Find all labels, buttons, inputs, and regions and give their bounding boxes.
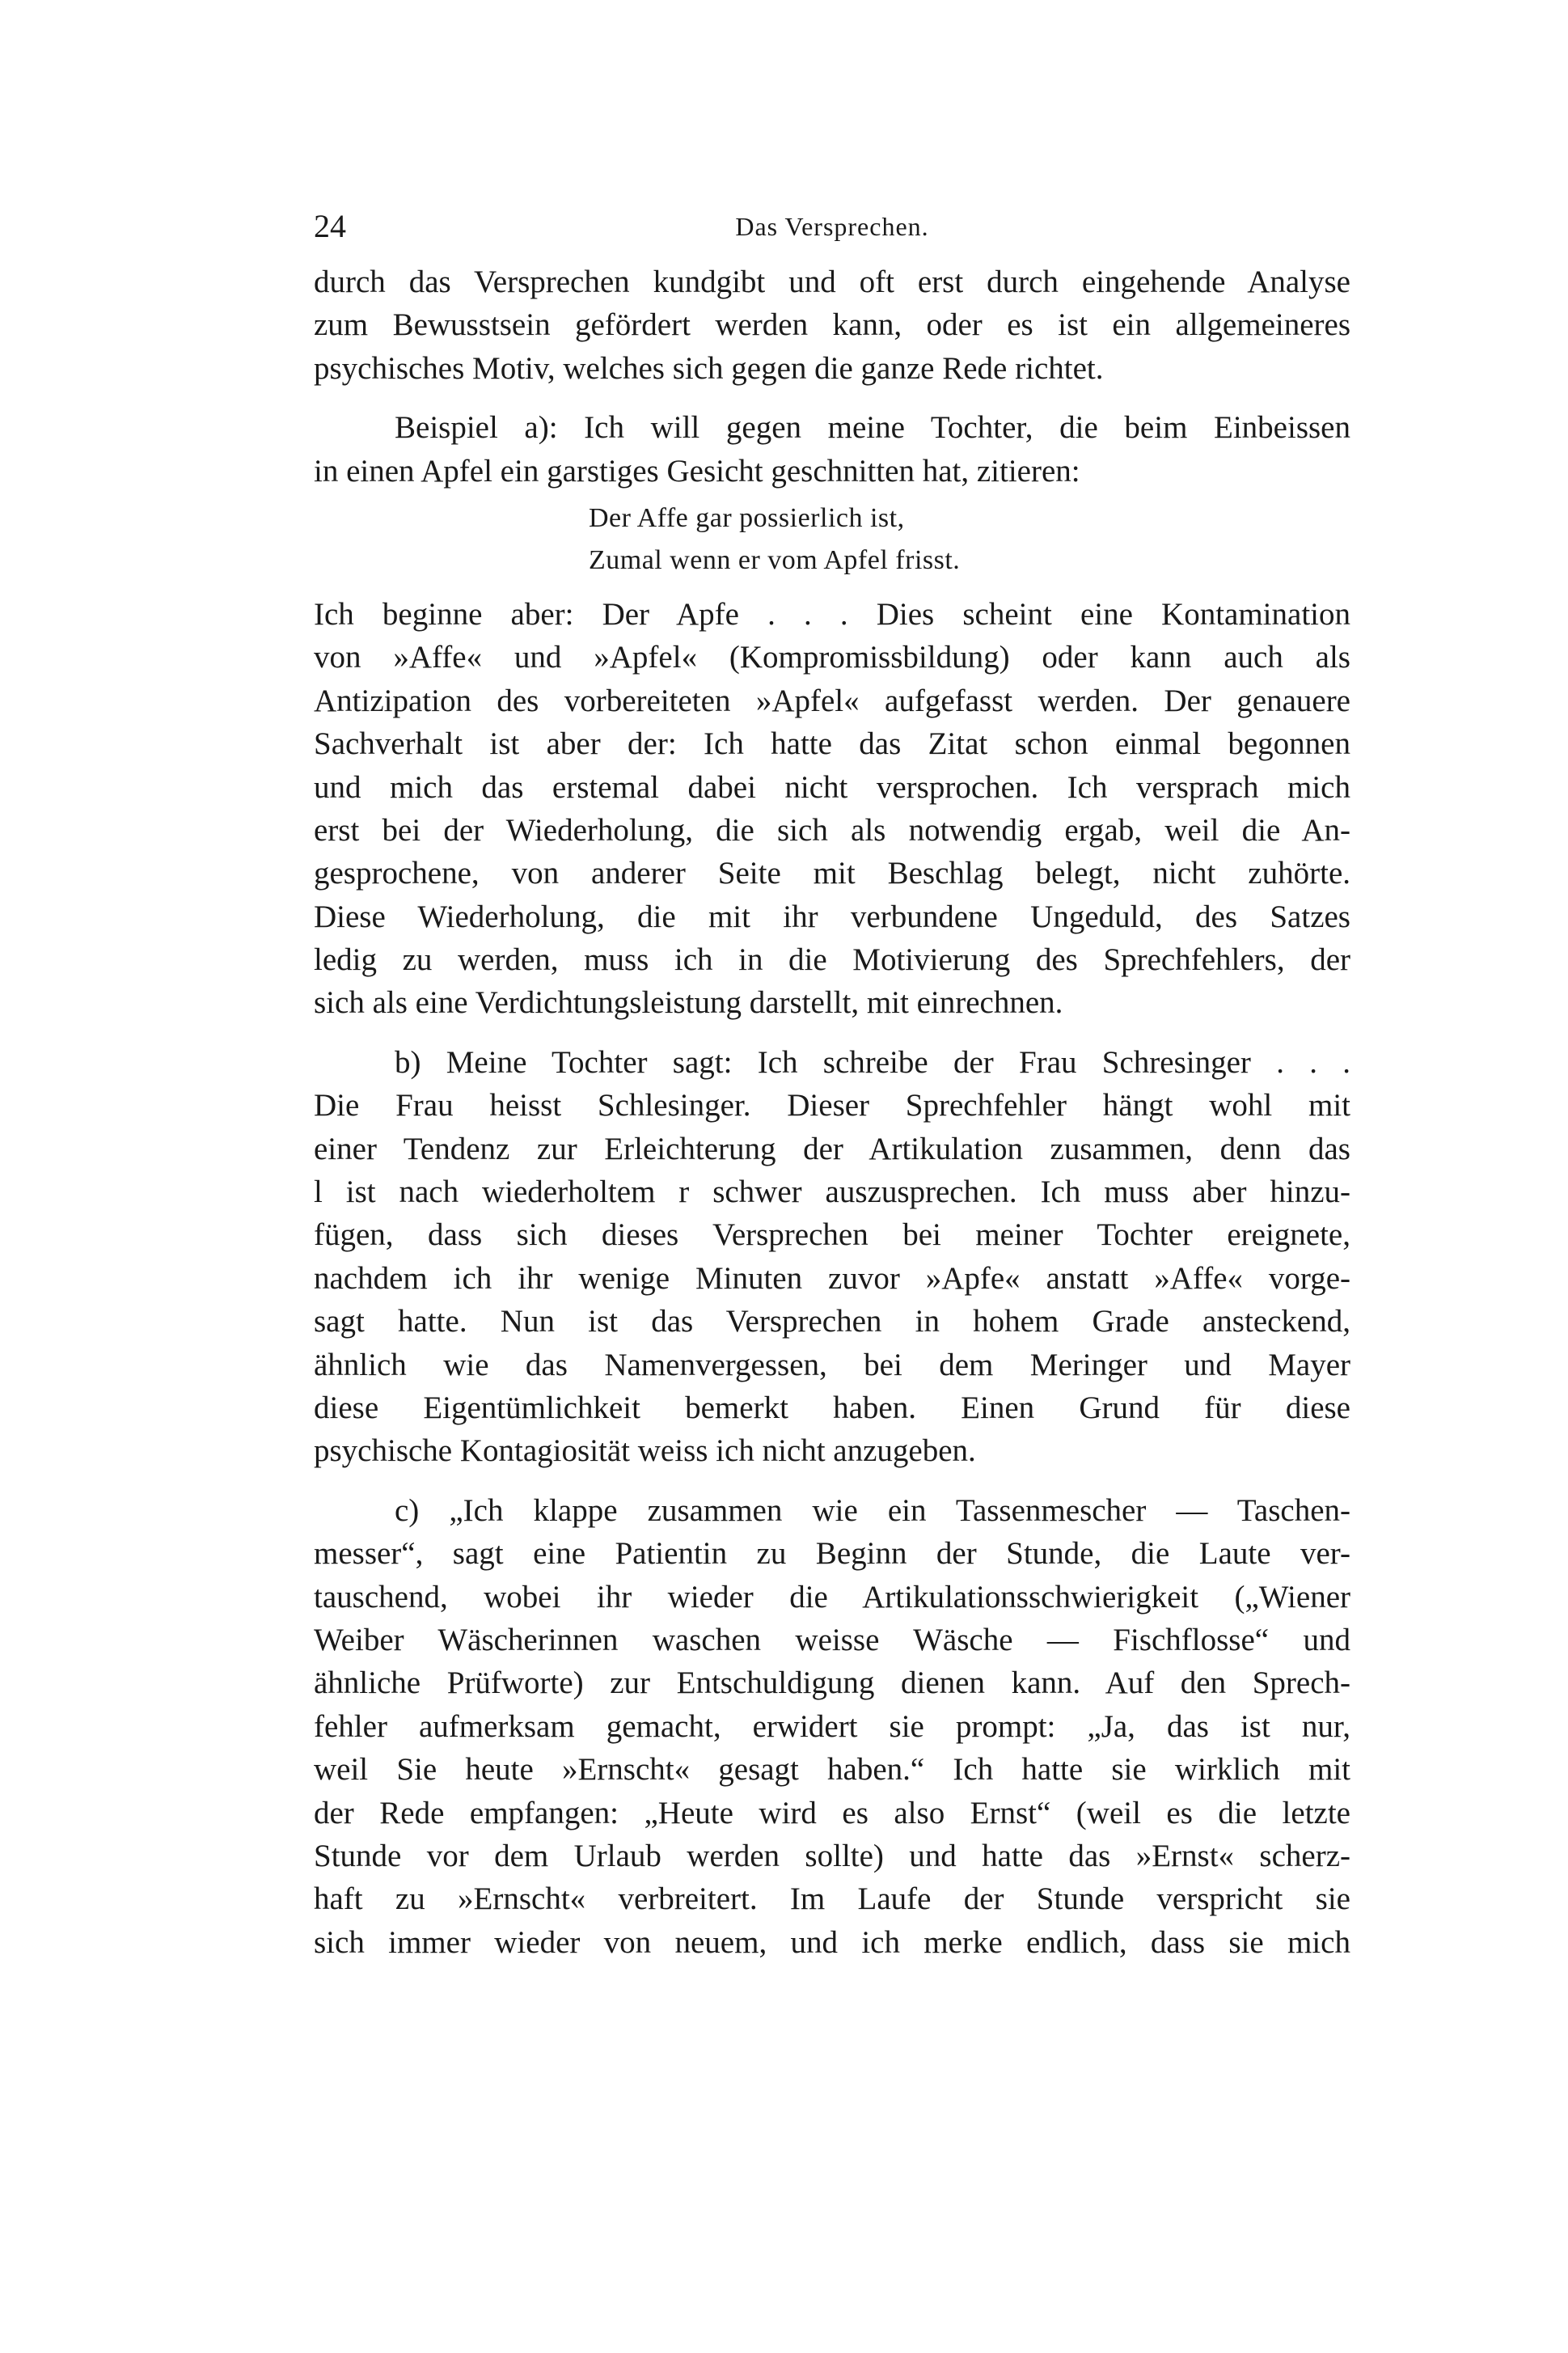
body-text <box>314 260 1350 1964</box>
running-title: Das Versprechen. <box>735 212 929 241</box>
text-line: haft zu »Ernscht« verbreitert. Im Laufe der Stunde verspricht sie <box>314 1881 1350 1917</box>
text-line: b) Meine Tochter sagt: Ich schreibe der Frau Schresinger . . . <box>395 1044 1350 1080</box>
verse-line: Der Affe gar possierlich ist, <box>589 502 905 533</box>
text-line: zum Bewusstsein gefördert werden kann, oder es ist ein allgemeineres <box>314 307 1350 343</box>
text-line: Stunde vor dem Urlaub werden sollte) und hatte das »Ernst« scherz- <box>314 1838 1350 1873</box>
page-header <box>314 202 1350 251</box>
text-line: in einen Apfel ein garstiges Gesicht geschnitten hat, zitieren: <box>314 453 1080 489</box>
text-line: Sachverhalt ist aber der: Ich hatte das Zitat schon einmal begonnen <box>314 726 1350 762</box>
text-line: weil Sie heute »Ernscht« gesagt haben.“ Ich hatte sie wirklich mit <box>314 1752 1350 1788</box>
page-number: 24 <box>314 208 346 244</box>
text-line: von »Affe« und »Apfel« (Kompromissbildung) oder kann auch als <box>314 640 1350 675</box>
text-line: fehler aufmerksam gemacht, erwidert sie prompt: „Ja, das ist nur, <box>314 1708 1350 1744</box>
text-line: sagt hatte. Nun ist das Versprechen in hohem Grade ansteckend, <box>314 1304 1350 1339</box>
text-line: tauschend, wobei ihr wieder die Artikulationsschwierigkeit („Wiener <box>314 1579 1350 1615</box>
text-line: sich immer wieder von neuem, und ich merke endlich, dass sie mich <box>314 1924 1350 1960</box>
paragraph-1 <box>314 260 1350 390</box>
paragraph-5 <box>314 1489 1350 1964</box>
text-line: Die Frau heisst Schlesinger. Dieser Sprechfehler hängt wohl mit <box>314 1088 1350 1124</box>
text-line: einer Tendenz zur Erleichterung der Artikulation zusammen, denn das <box>314 1131 1350 1166</box>
text-line: psychische Kontagiosität weiss ich nicht anzugeben. <box>314 1433 976 1469</box>
verse-line: Zumal wenn er vom Apfel frisst. <box>589 544 961 575</box>
text-line: fügen, dass sich dieses Versprechen bei meiner Tochter ereignete, <box>314 1217 1350 1253</box>
text-line: messer“, sagt eine Patientin zu Beginn der Stunde, die Laute ver- <box>314 1536 1350 1572</box>
text-line: ähnlich wie das Namenvergessen, bei dem Meringer und Mayer <box>314 1347 1350 1382</box>
text-line: sich als eine Verdichtungsleistung darstellt, mit einrechnen. <box>314 985 1063 1021</box>
text-line: Ich beginne aber: Der Apfe . . . Dies scheint eine Kontamination <box>314 596 1350 632</box>
text-line: und mich das erstemal dabei nicht versprochen. Ich versprach mich <box>314 769 1350 805</box>
text-line: Weiber Wäscherinnen waschen weisse Wäsche — Fischflosse“ und <box>314 1622 1350 1657</box>
text-line: durch das Versprechen kundgibt und oft erst durch eingehende Analyse <box>314 265 1350 299</box>
text-line: diese Eigentümlichkeit bemerkt haben. Einen Grund für diese <box>314 1390 1350 1425</box>
text-line: ähnliche Prüfworte) zur Entschuldigung dienen kann. Auf den Sprech- <box>314 1665 1350 1701</box>
text-line: ledig zu werden, muss ich in die Motivierung des Sprechfehlers, der <box>314 942 1350 978</box>
text-line: c) „Ich klappe zusammen wie ein Tassenmescher — Taschen- <box>395 1492 1350 1528</box>
text-line: Beispiel a): Ich will gegen meine Tochter, die beim Einbeissen <box>395 410 1350 446</box>
text-line: Diese Wiederholung, die mit ihr verbundene Ungeduld, des Satzes <box>314 899 1350 934</box>
paragraph-2 <box>314 406 1350 493</box>
text-line: psychisches Motiv, welches sich gegen die ganze Rede richtet. <box>314 350 1104 386</box>
paragraph-3 <box>314 593 1350 1025</box>
text-line: l ist nach wiederholtem r schwer auszusprechen. Ich muss aber hinzu- <box>314 1174 1350 1210</box>
text-line: der Rede empfangen: „Heute wird es also Ernst“ (weil es die letzte <box>314 1795 1350 1830</box>
text-line: nachdem ich ihr wenige Minuten zuvor »Apfe« anstatt »Affe« vorge- <box>314 1260 1350 1296</box>
text-line: gesprochene, von anderer Seite mit Beschlag belegt, nicht zuhörte. <box>314 856 1350 891</box>
text-line: erst bei der Wiederholung, die sich als notwendig ergab, weil die An- <box>314 812 1350 848</box>
verse-quote <box>314 493 1350 593</box>
paragraph-4 <box>314 1041 1350 1473</box>
text-line: Antizipation des vorbereiteten »Apfel« aufgefasst werden. Der genauere <box>314 683 1350 718</box>
